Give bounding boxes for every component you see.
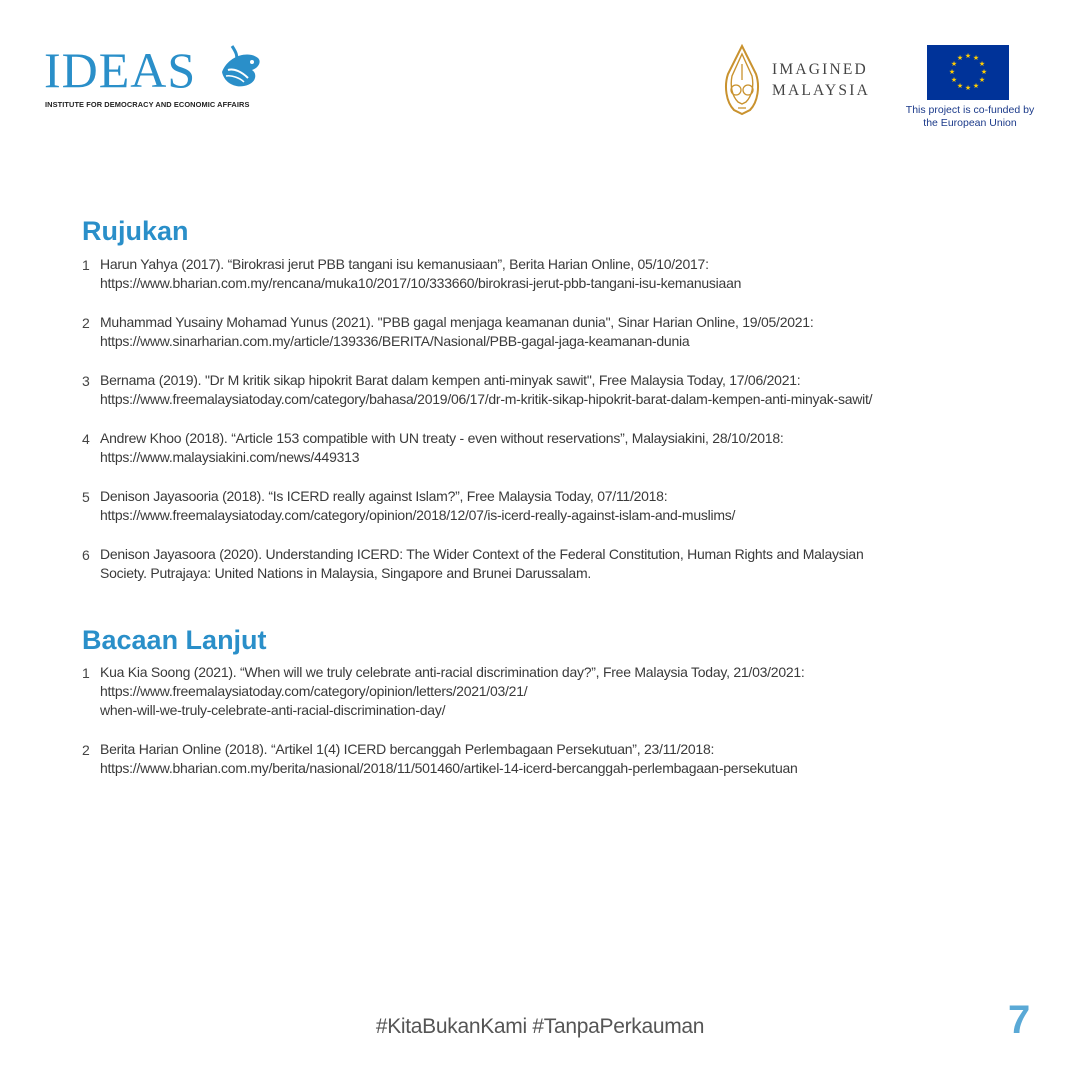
bacaan-lanjut-heading: Bacaan Lanjut bbox=[82, 625, 267, 655]
reference-item bbox=[80, 371, 1040, 409]
reference-number: 2 bbox=[82, 315, 90, 331]
reference-number: 6 bbox=[82, 547, 90, 563]
reference-citation: Denison Jayasooria (2018). “Is ICERD really against Islam?”, Free Malaysia Today, 07/11/2018: bbox=[100, 488, 668, 504]
reading-citation: Berita Harian Online (2018). “Artikel 1(4) ICERD bercanggah Perlembagaan Persekutuan”, 23/11/2018: bbox=[100, 741, 715, 757]
svg-text:★: ★ bbox=[956, 82, 964, 90]
wayang-icon bbox=[722, 44, 762, 116]
malaysia-line: MALAYSIA bbox=[772, 82, 870, 99]
reference-citation: Andrew Khoo (2018). “Article 153 compatible with UN treaty - even without reservations”, Malaysiakini, 28/10/2018: bbox=[100, 430, 784, 446]
svg-text:★: ★ bbox=[964, 84, 972, 92]
svg-text:★: ★ bbox=[950, 60, 958, 68]
ideas-logo bbox=[44, 42, 284, 112]
svg-text:★: ★ bbox=[956, 54, 964, 62]
reference-citation: Harun Yahya (2017). “Birokrasi jerut PBB tangani isu kemanusiaan”, Berita Harian Online, 05/10/2017: bbox=[100, 256, 709, 272]
reference-number: 1 bbox=[82, 257, 90, 273]
svg-text:★: ★ bbox=[948, 68, 956, 76]
reference-link[interactable]: https://www.malaysiakini.com/news/449313 bbox=[100, 449, 360, 465]
ideas-wordmark: IDEAS bbox=[44, 42, 197, 98]
bacaan-lanjut-list bbox=[80, 663, 1040, 798]
svg-text:★: ★ bbox=[964, 52, 972, 60]
reference-item bbox=[80, 487, 1040, 525]
rujukan-heading: Rujukan bbox=[82, 216, 189, 246]
reference-item bbox=[80, 313, 1040, 351]
reading-item bbox=[80, 663, 1040, 720]
reading-item bbox=[80, 740, 1040, 778]
imagined-malaysia-logo bbox=[722, 44, 892, 116]
reference-citation: Society. Putrajaya: United Nations in Malaysia, Singapore and Brunei Darussalam. bbox=[100, 565, 591, 581]
ideas-subtitle: INSTITUTE FOR DEMOCRACY AND ECONOMIC AFFAIRS bbox=[45, 100, 250, 109]
svg-text:★: ★ bbox=[978, 76, 986, 84]
reference-number: 5 bbox=[82, 489, 90, 505]
reference-citation: Denison Jayasoora (2020). Understanding ICERD: The Wider Context of the Federal Constitution, Human Rights and Malaysian bbox=[100, 546, 864, 562]
reading-link[interactable]: https://www.freemalaysiatoday.com/category/opinion/letters/2021/03/21/ bbox=[100, 683, 528, 699]
eu-cofunded-note bbox=[890, 104, 1050, 130]
reading-citation: Kua Kia Soong (2021). “When will we truly celebrate anti-racial discrimination day?”, Free Malaysia Today, 21/03/2021: bbox=[100, 664, 805, 680]
eu-note-line: This project is co-funded by bbox=[905, 104, 1035, 116]
reference-link[interactable]: https://www.freemalaysiatoday.com/category/opinion/2018/12/07/is-icerd-really-against-islam-and-muslims/ bbox=[100, 507, 736, 523]
reference-link[interactable]: https://www.freemalaysiatoday.com/category/bahasa/2019/06/17/dr-m-kritik-sikap-hipokrit-barat-dalam-kempen-anti-minyak-sawit/ bbox=[100, 391, 873, 407]
imagined-line: IMAGINED bbox=[772, 61, 868, 78]
reference-item bbox=[80, 429, 1040, 467]
hashtags: #KitaBukanKami #TanpaPerkauman bbox=[375, 1015, 705, 1038]
reference-item bbox=[80, 545, 1040, 583]
reading-link[interactable]: when-will-we-truly-celebrate-anti-racial-discrimination-day/ bbox=[100, 702, 446, 718]
page-number: 7 bbox=[1008, 998, 1031, 1042]
reading-number: 2 bbox=[82, 742, 90, 758]
svg-text:★: ★ bbox=[972, 82, 980, 90]
reference-number: 3 bbox=[82, 373, 90, 389]
imagined-malaysia-text bbox=[772, 59, 870, 101]
reference-item bbox=[80, 255, 1040, 293]
eu-flag-icon bbox=[927, 45, 1009, 100]
rujukan-list bbox=[80, 255, 1040, 603]
svg-text:★: ★ bbox=[972, 54, 980, 62]
ideas-bird-icon bbox=[214, 42, 266, 94]
reference-citation: Bernama (2019). "Dr M kritik sikap hipokrit Barat dalam kempen anti-minyak sawit", Free Malaysia Today, 17/06/2021: bbox=[100, 372, 801, 388]
reference-link[interactable]: https://www.sinarharian.com.my/article/139336/BERITA/Nasional/PBB-gagal-jaga-keamanan-dunia bbox=[100, 333, 690, 349]
svg-text:★: ★ bbox=[978, 60, 986, 68]
svg-text:★: ★ bbox=[980, 68, 988, 76]
reference-citation: Muhammad Yusainy Mohamad Yunus (2021). "PBB gagal menjaga keamanan dunia", Sinar Harian Online, 19/05/2021: bbox=[100, 314, 814, 330]
reference-link[interactable]: https://www.bharian.com.my/rencana/muka10/2017/10/333660/birokrasi-jerut-pbb-tangani-isu-kemanusiaan bbox=[100, 275, 742, 291]
svg-text:★: ★ bbox=[950, 76, 958, 84]
reading-number: 1 bbox=[82, 665, 90, 681]
reference-number: 4 bbox=[82, 431, 90, 447]
eu-note-line: the European Union bbox=[923, 117, 1017, 129]
reading-link[interactable]: https://www.bharian.com.my/berita/nasional/2018/11/501460/artikel-14-icerd-bercanggah-perlembagaan-persekutuan bbox=[100, 760, 798, 776]
